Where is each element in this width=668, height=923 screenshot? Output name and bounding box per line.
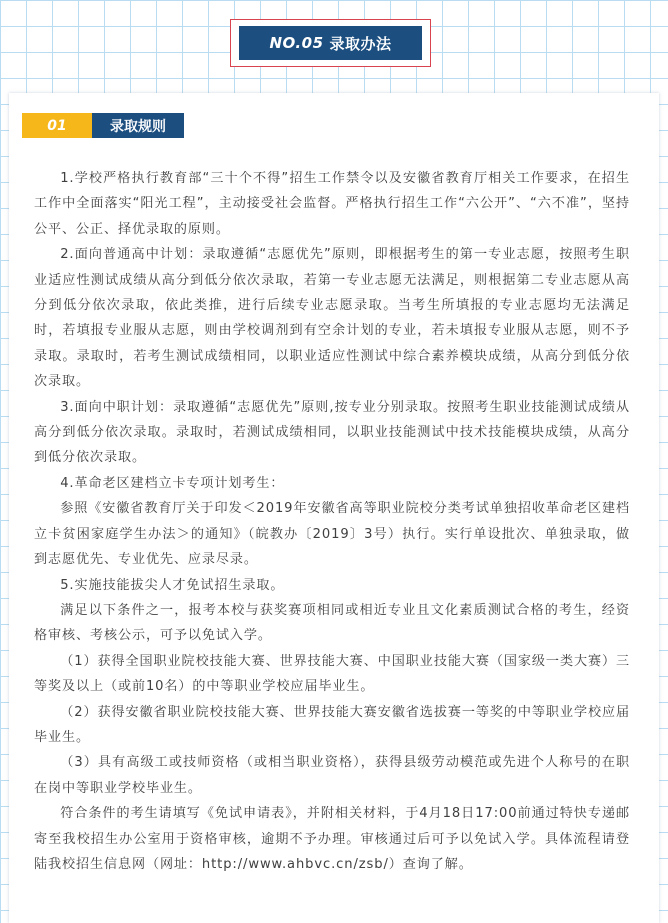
- section-body: [34, 166, 630, 877]
- section-title: 录取规则: [92, 113, 184, 138]
- header-banner: [230, 19, 431, 67]
- paragraph: 2.面向普通高中计划：录取遵循“志愿优先”原则，即根据考生的第一专业志愿，按照考生职业适应性测试成绩从高分到低分依次录取，若第一专业志愿无法满足，则根据第二专业志愿从高分到低分依次录取，依此类推，进行后续专业志愿录取。当考生所填报的专业志愿均无法满足时，若填报专业服从志愿，则由学校调剂到有空余计划的专业，若未填报专业服从志愿，则不予录取。录取时，若考生测试成绩相同，以职业适应性测试中综合素养模块成绩，从高分到低分依次录取。: [34, 247, 630, 390]
- paragraph: 5.实施技能拔尖人才免试招生录取。: [60, 577, 285, 593]
- paragraph: 符合条件的考生请填写《免试申请表》，并附相关材料，于4月18日17:00前通过特快专递邮寄至我校招生办公室用于资格审核，逾期不予办理。审核通过后可予以免试入学。具体流程请登陆我校招生信息网（网址：http://www.ahbvc.cn/zsb/）查询了解。: [34, 806, 630, 872]
- header-number: NO.05: [269, 34, 324, 52]
- section-number: 01: [22, 113, 92, 138]
- header-title: 录取办法: [329, 34, 392, 53]
- paragraph: （3）具有高级工或技师资格（或相当职业资格），获得县级劳动模范或先进个人称号的在职在岗中等职业学校毕业生。: [34, 755, 630, 796]
- content-card: [9, 93, 659, 923]
- header-title-box: [239, 26, 422, 60]
- paragraph: 参照《安徽省教育厅关于印发＜2019年安徽省高等职业院校分类考试单独招收革命老区建档立卡贫困家庭学生办法＞的通知》（皖教办〔2019〕3号）执行。实行单设批次、单独录取，做到志愿优先、专业优先、应录尽录。: [34, 501, 630, 568]
- paragraph: （2）获得安徽省职业院校技能大赛、世界技能大赛安徽省选拔赛一等奖的中等职业学校应届毕业生。: [34, 704, 630, 745]
- paragraph: 4.革命老区建档立卡专项计划考生：: [60, 475, 285, 491]
- section-header: [22, 113, 184, 138]
- paragraph: 满足以下条件之一，报考本校与获奖赛项相同或相近专业且文化素质测试合格的考生，经资格审核、考核公示，可予以免试入学。: [34, 602, 630, 644]
- paragraph: 3.面向中职计划：录取遵循“志愿优先”原则,按专业分别录取。按照考生职业技能测试成绩从高分到低分依次录取。录取时，若测试成绩相同，以职业技能测试中技术技能模块成绩，从高分到低分依次录取。: [34, 399, 630, 466]
- paragraph: 1.学校严格执行教育部“三十个不得”招生工作禁令以及安徽省教育厅相关工作要求，在招生工作中全面落实“阳光工程”，主动接受社会监督。严格执行招生工作“六公开”、“六不准”，坚持公平、公正、择优录取的原则。: [34, 171, 630, 237]
- paragraph: （1）获得全国职业院校技能大赛、世界技能大赛、中国职业技能大赛（国家级一类大赛）三等奖及以上（或前10名）的中等职业学校应届毕业生。: [34, 653, 630, 695]
